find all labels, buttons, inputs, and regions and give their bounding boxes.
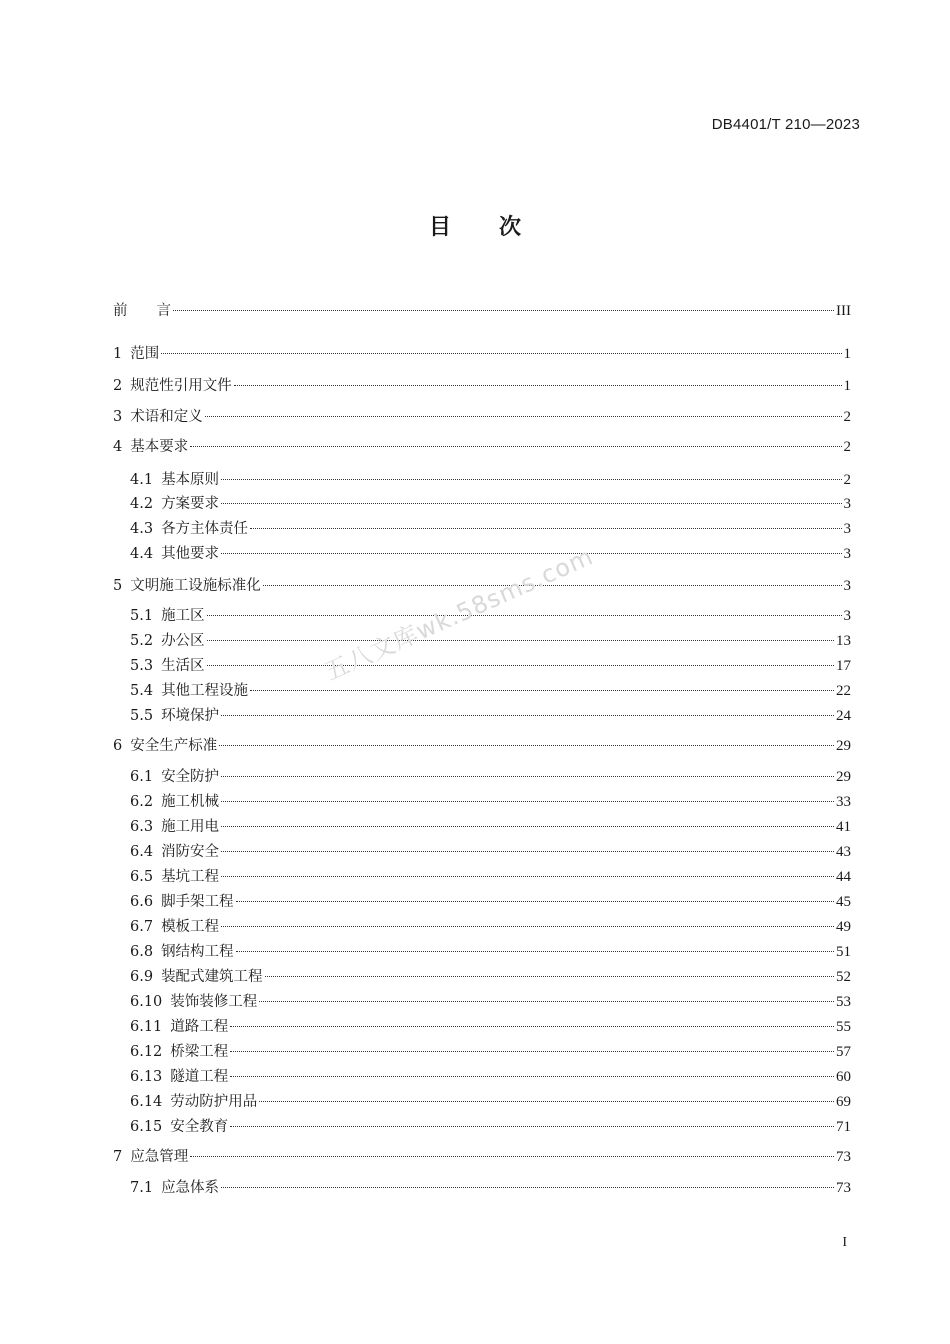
toc-entry-label — [113, 436, 188, 458]
toc-entry-label — [130, 518, 248, 540]
toc-entry-page: 2 — [843, 439, 851, 455]
toc-dot-leader — [221, 776, 834, 777]
toc-entry-number: 6.7 — [130, 919, 154, 935]
toc-entry-number: 5.4 — [130, 683, 154, 699]
toc-entry-page: 3 — [843, 546, 851, 562]
toc-entry[interactable] — [113, 375, 851, 397]
toc-dot-leader — [207, 615, 842, 616]
toc-entry-page: 3 — [843, 496, 851, 512]
toc-entry-label — [130, 469, 219, 491]
toc-entry-title: 脚手架工程 — [161, 894, 234, 910]
toc-entry-title: 其他工程设施 — [161, 683, 249, 699]
toc-entry[interactable] — [113, 575, 851, 597]
toc-entry[interactable] — [130, 966, 851, 988]
toc-dot-leader — [236, 901, 834, 902]
toc-entry-title: 钢结构工程 — [161, 944, 234, 960]
toc-entry-page: 41 — [836, 819, 851, 835]
toc-dot-leader — [263, 585, 842, 586]
toc-entry-number: 6.13 — [130, 1069, 163, 1085]
toc-dot-leader — [265, 976, 834, 977]
toc-entry-label — [130, 1091, 257, 1113]
toc-entry-number: 7.1 — [130, 1180, 154, 1196]
toc-entry[interactable] — [113, 436, 851, 458]
toc-entry-label — [130, 866, 219, 888]
toc-entry-title: 规范性引用文件 — [130, 378, 232, 394]
toc-entry-number: 6.9 — [130, 969, 154, 985]
toc-entry-title: 环境保护 — [161, 708, 220, 724]
toc-dot-leader — [230, 1076, 834, 1077]
toc-dot-leader — [230, 1051, 834, 1052]
toc-dot-leader — [205, 416, 842, 417]
toc-entry-label — [130, 1116, 228, 1138]
toc-dot-leader — [221, 926, 834, 927]
toc-entry-label — [113, 735, 217, 757]
toc-entry-title: 桥梁工程 — [170, 1044, 229, 1060]
toc-entry-title: 施工区 — [161, 608, 205, 624]
toc-entry-number: 1 — [113, 346, 123, 362]
toc-entry-number: 6.10 — [130, 994, 163, 1010]
toc-entry-label — [130, 705, 219, 727]
toc-entry-number: 5.3 — [130, 658, 154, 674]
toc-entry-page: 13 — [836, 633, 851, 649]
toc-entry-number: 4.3 — [130, 521, 154, 537]
toc-entry-label — [130, 816, 219, 838]
toc-entry-label — [130, 1041, 228, 1063]
toc-entry-page: 1 — [843, 378, 851, 394]
toc-entry-page: 51 — [836, 944, 851, 960]
toc-entry-label — [130, 916, 219, 938]
toc-entry[interactable] — [130, 518, 851, 540]
toc-entry-page: 52 — [836, 969, 851, 985]
toc-entry[interactable] — [113, 406, 851, 428]
toc-dot-leader — [219, 745, 834, 746]
toc-dot-leader — [207, 665, 834, 666]
toc-entry[interactable] — [130, 841, 851, 863]
toc-entry-number: 6.14 — [130, 1094, 163, 1110]
toc-entry-label — [130, 605, 205, 627]
toc-entry-number: 4 — [113, 439, 123, 455]
toc-entry-title: 方案要求 — [161, 496, 220, 512]
toc-dot-leader — [230, 1126, 834, 1127]
toc-dot-leader — [221, 826, 834, 827]
toc-entry-page: 71 — [836, 1119, 851, 1135]
toc-entry-label — [130, 791, 219, 813]
toc-dot-leader — [250, 690, 834, 691]
toc-dot-leader — [259, 1101, 834, 1102]
toc-entry-label — [130, 991, 257, 1013]
toc-entry-label — [130, 766, 219, 788]
toc-entry-number: 4.4 — [130, 546, 154, 562]
toc-dot-leader — [221, 553, 841, 554]
toc-entry-number: 6.15 — [130, 1119, 163, 1135]
toc-entry-page: 57 — [836, 1044, 851, 1060]
toc-entry[interactable] — [130, 680, 851, 702]
toc-entry-number: 5.5 — [130, 708, 154, 724]
toc-entry[interactable] — [130, 916, 851, 938]
toc-entry-title: 消防安全 — [161, 844, 220, 860]
toc-entry-title: 基坑工程 — [161, 869, 220, 885]
document-code: DB4401/T 210—2023 — [711, 116, 860, 133]
toc-dot-leader — [161, 353, 841, 354]
toc-entry[interactable] — [130, 1066, 851, 1088]
toc-entry-number: 6.11 — [130, 1019, 163, 1035]
toc-entry-page: 55 — [836, 1019, 851, 1035]
toc-entry[interactable] — [113, 735, 851, 757]
toc-entry-number: 5.2 — [130, 633, 154, 649]
toc-entry-page: 24 — [836, 708, 851, 724]
toc-dot-leader — [236, 951, 834, 952]
toc-dot-leader — [234, 385, 842, 386]
toc-entry-title: 施工用电 — [161, 819, 220, 835]
toc-entry[interactable] — [130, 941, 851, 963]
watermark: 五八文库wk.58sms.com — [320, 542, 598, 687]
toc-entry-number: 6 — [113, 738, 123, 754]
toc-dot-leader — [190, 1156, 834, 1157]
toc-entry-title: 应急体系 — [161, 1180, 220, 1196]
toc-entry-label — [113, 1146, 188, 1168]
toc-dot-leader — [250, 528, 841, 529]
toc-entry-page: 1 — [843, 346, 851, 362]
toc-entry-page: 45 — [836, 894, 851, 910]
toc-entry[interactable] — [130, 791, 851, 813]
toc-entry-label — [130, 1016, 228, 1038]
toc-entry-page: 3 — [843, 521, 851, 537]
toc-entry-label — [113, 343, 159, 365]
toc-entry-label — [130, 966, 263, 988]
toc-dot-leader — [221, 503, 841, 504]
toc-entry-title: 隧道工程 — [170, 1069, 229, 1085]
toc-dot-leader — [221, 851, 834, 852]
toc-entry-title: 装配式建筑工程 — [161, 969, 263, 985]
toc-entry-label — [130, 841, 219, 863]
toc-dot-leader — [221, 801, 834, 802]
toc-entry-number: 5.1 — [130, 608, 154, 624]
toc-entry-label — [130, 1066, 228, 1088]
toc-dot-leader — [259, 1001, 834, 1002]
toc-entry[interactable] — [130, 866, 851, 888]
toc-entry[interactable] — [130, 1041, 851, 1063]
toc-entry-number: 6.5 — [130, 869, 154, 885]
toc-dot-leader — [207, 640, 834, 641]
toc-entry-page: 3 — [843, 578, 851, 594]
toc-entry-page: 49 — [836, 919, 851, 935]
toc-entry-page: 2 — [843, 409, 851, 425]
toc-entry-label — [113, 575, 261, 597]
toc-entry[interactable] — [130, 1091, 851, 1113]
toc-entry-page: III — [836, 303, 851, 319]
toc-entry-page: 73 — [836, 1149, 851, 1165]
toc-entry-label — [130, 655, 205, 677]
toc-entry-number: 6.1 — [130, 769, 154, 785]
toc-entry[interactable] — [130, 630, 851, 652]
toc-entry[interactable] — [130, 991, 851, 1013]
toc-dot-leader — [221, 1187, 834, 1188]
toc-dot-leader — [221, 715, 834, 716]
toc-entry-title: 安全生产标准 — [130, 738, 218, 754]
toc-entry[interactable] — [130, 1016, 851, 1038]
toc-entry-title: 办公区 — [161, 633, 205, 649]
toc-entry-number: 2 — [113, 378, 123, 394]
toc-dot-leader — [230, 1026, 834, 1027]
toc-entry-title: 基本原则 — [161, 472, 220, 488]
toc-entry-title: 基本要求 — [130, 439, 189, 455]
toc-entry-number: 4.1 — [130, 472, 154, 488]
toc-entry-label — [130, 891, 234, 913]
toc-entry-page: 29 — [836, 769, 851, 785]
toc-entry[interactable] — [130, 1177, 851, 1199]
toc-entry[interactable] — [113, 300, 851, 322]
toc-entry-number: 6.3 — [130, 819, 154, 835]
toc-dot-leader — [173, 310, 834, 311]
toc-entry-number: 6.12 — [130, 1044, 163, 1060]
page-title: 目次 — [428, 215, 569, 240]
toc-entry-label — [130, 941, 234, 963]
toc-entry-page: 2 — [843, 472, 851, 488]
toc-entry[interactable] — [113, 343, 851, 365]
toc-entry-title: 范围 — [130, 346, 160, 362]
toc-dot-leader — [221, 479, 841, 480]
toc-entry-number: 7 — [113, 1149, 123, 1165]
toc-dot-leader — [190, 446, 841, 447]
toc-entry[interactable] — [113, 1146, 851, 1168]
toc-entry-title: 安全防护 — [161, 769, 220, 785]
toc-entry-title: 应急管理 — [130, 1149, 189, 1165]
toc-entry-page: 53 — [836, 994, 851, 1010]
toc-entry[interactable] — [130, 816, 851, 838]
toc-entry[interactable] — [130, 605, 851, 627]
toc-entry-title: 安全教育 — [170, 1119, 229, 1135]
toc-entry-page: 17 — [836, 658, 851, 674]
toc-entry[interactable] — [130, 493, 851, 515]
toc-entry-title: 施工机械 — [161, 794, 220, 810]
toc-entry[interactable] — [130, 891, 851, 913]
toc-entry-page: 44 — [836, 869, 851, 885]
toc-entry-title: 术语和定义 — [130, 409, 203, 425]
toc-entry-number: 4.2 — [130, 496, 154, 512]
toc-entry-page: 22 — [836, 683, 851, 699]
toc-entry-title: 生活区 — [161, 658, 205, 674]
toc-entry-label — [130, 1177, 219, 1199]
toc-entry[interactable] — [130, 543, 851, 565]
toc-entry-page: 43 — [836, 844, 851, 860]
toc-entry-page: 33 — [836, 794, 851, 810]
toc-entry-title: 文明施工设施标准化 — [130, 578, 261, 594]
toc-entry-label — [130, 630, 205, 652]
toc-entry-number: 5 — [113, 578, 123, 594]
toc-entry-page: 3 — [843, 608, 851, 624]
toc-entry-number: 6.6 — [130, 894, 154, 910]
toc-entry-label — [113, 406, 203, 428]
toc-entry-label — [113, 375, 232, 397]
toc-entry-title: 各方主体责任 — [161, 521, 249, 537]
toc-entry-page: 69 — [836, 1094, 851, 1110]
toc-entry-page: 60 — [836, 1069, 851, 1085]
toc-entry-title: 其他要求 — [161, 546, 220, 562]
toc-entry-page: 73 — [836, 1180, 851, 1196]
toc-entry-title: 道路工程 — [170, 1019, 229, 1035]
toc-entry-page: 29 — [836, 738, 851, 754]
footer-page-number: I — [842, 1235, 847, 1250]
toc-entry-title: 劳动防护用品 — [170, 1094, 258, 1110]
toc-entry[interactable] — [130, 705, 851, 727]
toc-entry-number: 3 — [113, 409, 123, 425]
toc-entry-title: 前 言 — [113, 303, 171, 319]
toc-dot-leader — [221, 876, 834, 877]
toc-entry[interactable] — [130, 1116, 851, 1138]
toc-entry-label — [130, 493, 219, 515]
toc-entry-label — [113, 300, 171, 322]
toc-entry-title: 模板工程 — [161, 919, 220, 935]
toc-entry-title: 装饰装修工程 — [170, 994, 258, 1010]
toc-entry[interactable] — [130, 469, 851, 491]
toc-entry-label — [130, 680, 248, 702]
toc-entry-label — [130, 543, 219, 565]
toc-entry-number: 6.2 — [130, 794, 154, 810]
toc-entry-number: 6.4 — [130, 844, 154, 860]
toc-entry-number: 6.8 — [130, 944, 154, 960]
toc-entry[interactable] — [130, 766, 851, 788]
toc-entry[interactable] — [130, 655, 851, 677]
